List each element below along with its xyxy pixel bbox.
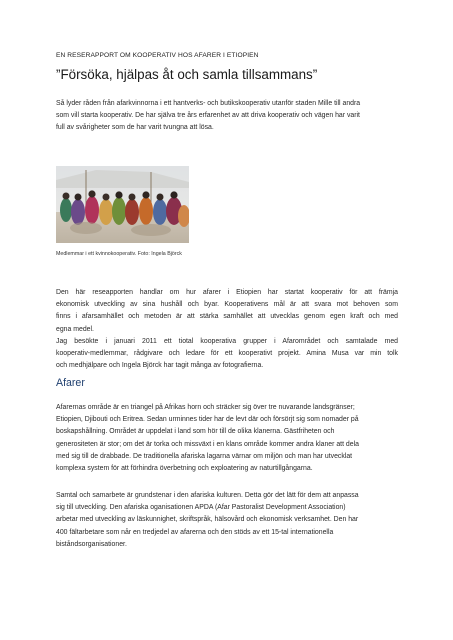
afar-line: boskapshållning. Området är uppdelat i land som hör till de olika klanerna. Gästfriheten och [56,428,335,436]
cooperative-members-photo [56,166,189,243]
intro-line: full av svårigheter som de har varit tvungna att lösa. [56,124,214,132]
report-line: ekonomisk utveckling av sina hushåll och byar. Kooperativens mål är att svara mot behoven som [56,301,398,309]
coop-line: Samtal och samarbete är grundstenar i den afariska kulturen. Detta gör det lätt för dem att anpassa [56,492,359,499]
report-line: och medhjälpare och Ingela Björck har tagit många av fotografierna. [56,362,264,370]
coop-line: biståndsorganisationer. [56,540,127,548]
report-line: egna medel. [56,325,94,333]
intro-paragraph [56,98,398,135]
coop-line: 400 fältarbetare som når en tredjedel av afarerna och den stöds av ett 15-tal internationella [56,528,334,536]
photo-illustration [56,166,189,243]
report-kicker: EN RESERAPPORT OM KOOPERATIV HOS AFARER I ETIOPIEN [56,52,259,59]
cooperation-paragraph [56,490,398,551]
afar-paragraph [56,402,398,475]
report-line: Den här reseapporten handlar om hur afarer i Etiopien har startat kooperativ för att främja [56,289,398,296]
intro-line: som vill starta kooperativ. De har själva tre års erfarenhet av att driva kooperativ och vägen har varit [56,112,360,120]
afar-line: generositeten är stor; om det är torka och missväxt i en klans område kommer andra klaner att dela [56,440,359,448]
afar-line: Afarernas område är en triangel på Afrikas horn och sträcker sig över tre nuvarande landsgränser; [56,404,355,411]
page-title: ”Försöka, hjälpas åt och samla tillsammans” [56,67,318,82]
report-paragraph [56,287,398,372]
section-heading-afarer: Afarer [56,377,85,389]
afar-line: Etiopien, Djibouti och Eritrea. Sedan urminnes tider har de levt där och försörjt sig som nomader på [56,416,359,424]
coop-line: arbetar med utveckling av läskunnighet, skriftspråk, hälsovård och ekonomisk verksamhet. Den har [56,516,359,524]
report-line: kooperativ-medlemmar, rådgivare och ledare för ett kooperativt projekt. Amina Musa var min tolk [56,350,398,358]
afar-line: med sig till de drabbade. De traditionella afariska lagarna värnar om miljön och man har utvecklat [56,452,353,460]
afar-line: komplexa system för att förhindra överbetning och exploatering av naturtillgångarna. [56,465,313,473]
report-line: finns i afarsamhället och metoden är att stärka samhället att utvecklas genom egen kraft och med [56,313,398,321]
photo-caption: Medlemmar i ett kvinnokooperativ. Foto: Ingela Björck [56,251,182,257]
report-line: Jag besökte i januari 2011 ett tiotal kooperativa grupper i Afarområdet och samtalade med [56,337,398,345]
coop-line: sig till utveckling. Den afariska oganisationen APDA (Afar Pastoralist Development Association) [56,504,346,512]
intro-line: Så lyder råden från afarkvinnorna i ett hantverks- och butikskooperativ utanför staden Mille till andra [56,100,361,107]
